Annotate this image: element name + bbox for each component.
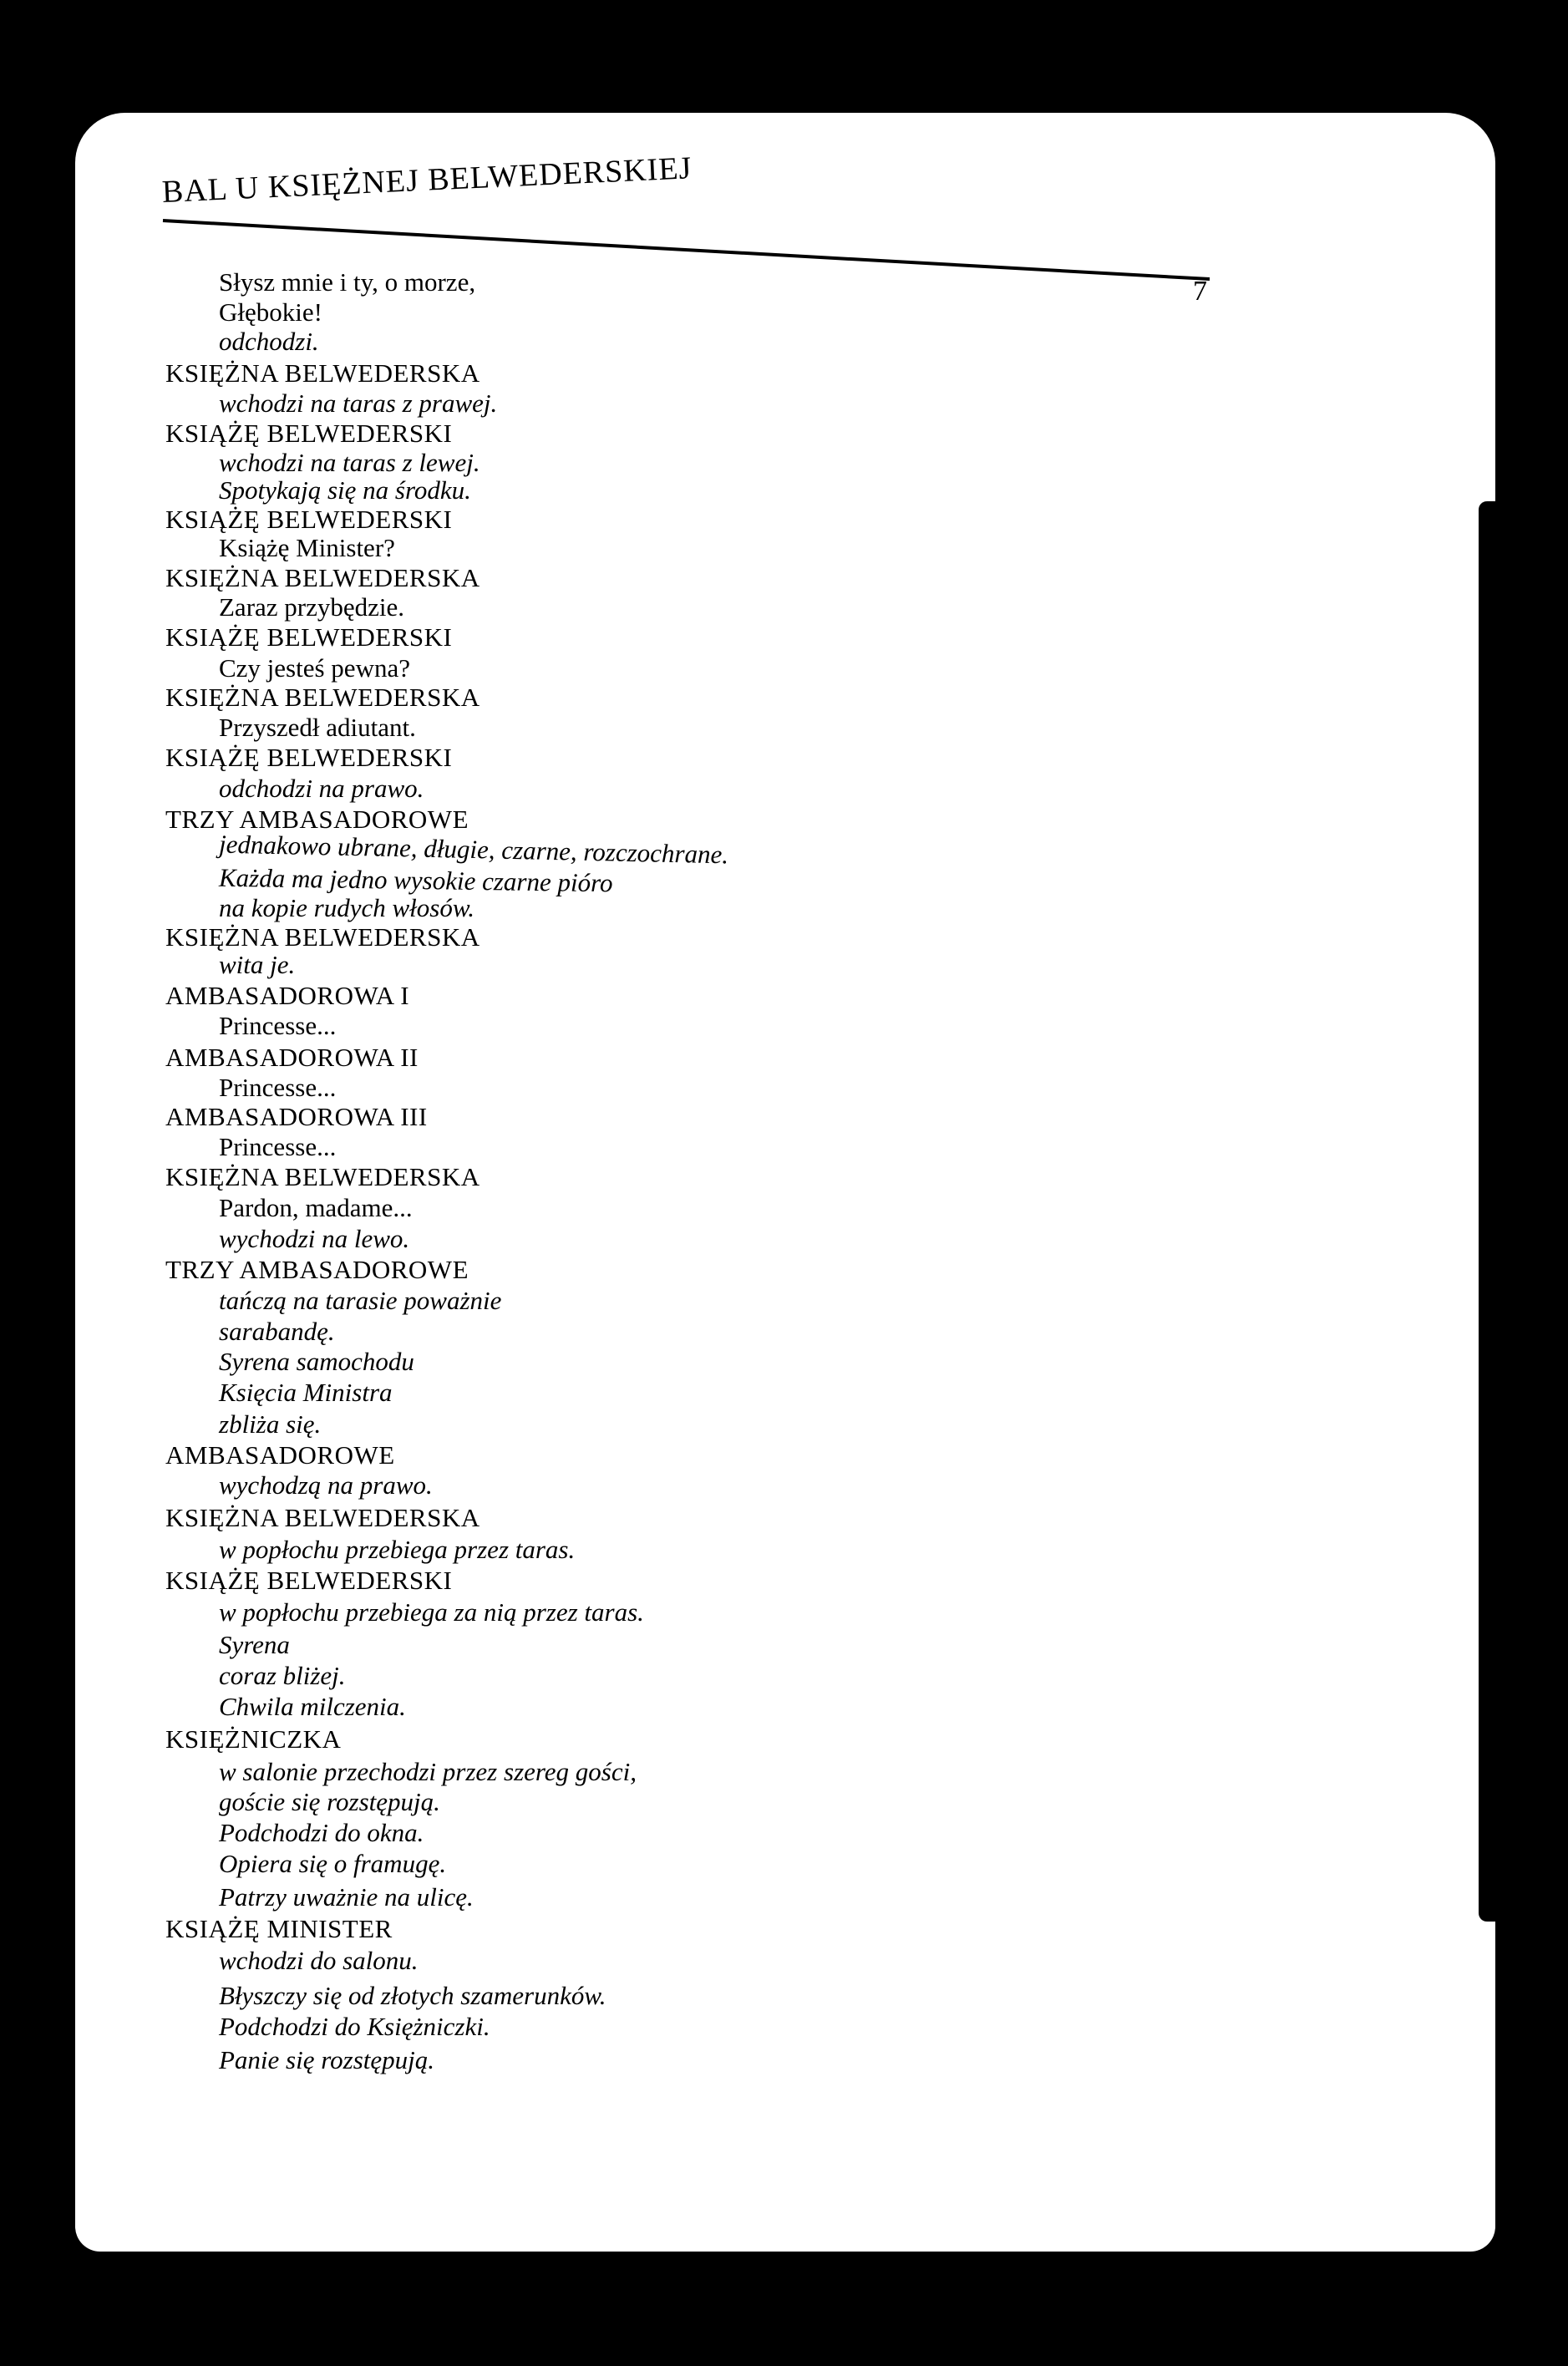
speaker-name: KSIĄŻĘ BELWEDERSKI — [165, 622, 453, 652]
speaker-name: KSIĘŻNA BELWEDERSKA — [165, 683, 480, 712]
page-number: 7 — [1193, 276, 1207, 307]
dialogue-line: Zaraz przybędzie. — [219, 592, 405, 622]
speaker-name: KSIĘŻNA BELWEDERSKA — [165, 922, 480, 952]
stage-direction: wychodzi na lewo. — [219, 1224, 410, 1253]
dialogue-line: Princesse... — [219, 1073, 337, 1102]
stage-direction: wychodzą na prawo. — [219, 1470, 433, 1500]
stage-direction: coraz bliżej. — [219, 1661, 346, 1690]
stage-direction: goście się rozstępują. — [219, 1787, 440, 1816]
stage-direction: w popłochu przebiega przez taras. — [219, 1535, 576, 1564]
stage-direction: Opiera się o framugę. — [219, 1849, 447, 1878]
speaker-name: KSIĄŻĘ BELWEDERSKI — [165, 1566, 453, 1595]
stage-direction: wchodzi na taras z lewej. — [219, 448, 480, 477]
speaker-name: KSIĘŻNA BELWEDERSKA — [165, 1503, 480, 1532]
speaker-name: KSIĘŻNA BELWEDERSKA — [165, 358, 480, 388]
stage-direction: odchodzi. — [219, 327, 319, 356]
speaker-name: AMBASADOROWE — [165, 1440, 395, 1470]
stage-direction: Patrzy uważnie na ulicę. — [219, 1882, 474, 1912]
speaker-name: AMBASADOROWA II — [165, 1043, 419, 1072]
dialogue-line: Słysz mnie i ty, o morze, — [219, 267, 476, 297]
stage-direction: Spotykają się na środku. — [219, 475, 471, 505]
stage-direction: Syrena samochodu — [219, 1347, 414, 1376]
speaker-name: KSIĄŻĘ MINISTER — [165, 1914, 393, 1943]
dialogue-line: Głębokie! — [219, 297, 322, 327]
stage-direction: jednakowo ubrane, długie, czarne, rozczochrane. — [218, 829, 729, 870]
speaker-name: KSIĘŻNICZKA — [165, 1724, 342, 1754]
stage-direction: Chwila milczenia. — [219, 1692, 406, 1721]
speaker-name: KSIĄŻĘ BELWEDERSKI — [165, 743, 453, 772]
dialogue-line: Książę Minister? — [219, 533, 395, 562]
dialogue-line: Przyszedł adiutant. — [219, 713, 416, 742]
dialogue-line: Princesse... — [219, 1132, 337, 1161]
speaker-name: KSIĄŻĘ BELWEDERSKI — [165, 419, 453, 448]
stage-direction: na kopie rudych włosów. — [219, 893, 474, 922]
stage-direction: w popłochu przebiega za nią przez taras. — [219, 1597, 644, 1627]
stage-direction: wchodzi na taras z prawej. — [219, 388, 498, 418]
stage-direction: zbliża się. — [219, 1409, 322, 1439]
speaker-name: KSIĘŻNA BELWEDERSKA — [165, 1162, 480, 1191]
dialogue-line: Princesse... — [219, 1011, 337, 1040]
stage-direction: Podchodzi do Księżniczki. — [219, 2012, 490, 2041]
stage-direction: w salonie przechodzi przez szereg gości, — [219, 1757, 637, 1786]
stage-direction: tańczą na tarasie poważnie — [219, 1286, 502, 1315]
speaker-name: KSIĄŻĘ BELWEDERSKI — [165, 505, 453, 534]
speaker-name: AMBASADOROWA III — [165, 1102, 428, 1131]
stage-direction: Każda ma jedno wysokie czarne pióro — [218, 862, 613, 898]
stage-direction: wita je. — [219, 950, 296, 979]
speaker-name: TRZY AMBASADOROWE — [165, 805, 469, 834]
stage-direction: Księcia Ministra — [219, 1378, 393, 1407]
stage-direction: sarabandę. — [219, 1317, 335, 1346]
speaker-name: TRZY AMBASADOROWE — [165, 1255, 469, 1284]
stage-direction: Syrena — [219, 1630, 290, 1659]
stage-direction: Podchodzi do okna. — [219, 1818, 424, 1847]
dialogue-line: Czy jesteś pewna? — [219, 653, 410, 683]
running-title: BAL U KSIĘŻNEJ BELWEDERSKIEJ — [161, 150, 693, 211]
speaker-name: KSIĘŻNA BELWEDERSKA — [165, 563, 480, 592]
stage-direction: odchodzi na prawo. — [219, 774, 424, 803]
stage-direction: Błyszczy się od złotych szamerunków. — [219, 1981, 606, 2010]
dialogue-line: Pardon, madame... — [219, 1193, 413, 1222]
stage-direction: Panie się rozstępują. — [219, 2045, 435, 2074]
stage-direction: wchodzi do salonu. — [219, 1946, 419, 1975]
speaker-name: AMBASADOROWA I — [165, 981, 410, 1010]
